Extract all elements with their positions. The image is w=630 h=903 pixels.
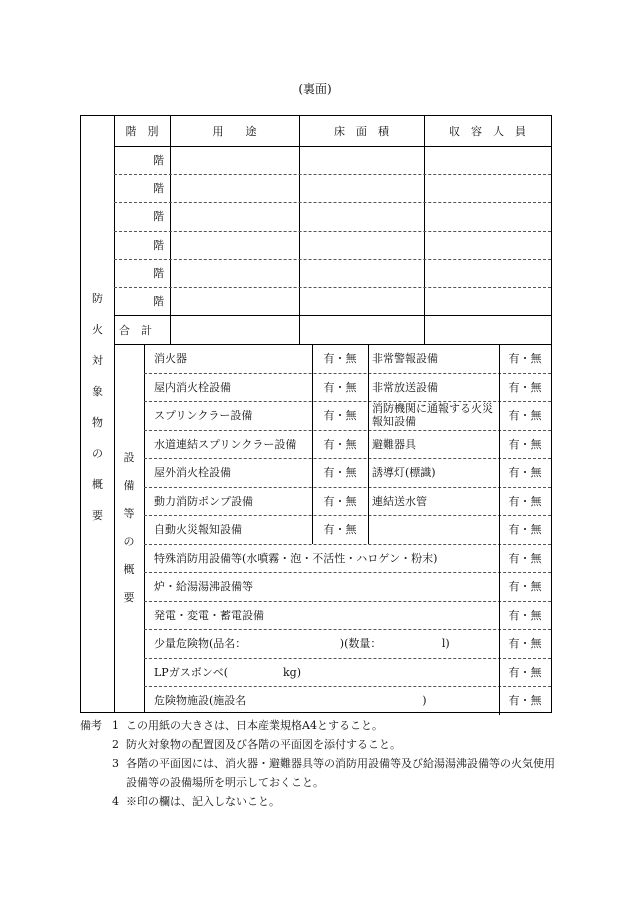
note-item [80, 735, 560, 754]
floor-area-field[interactable] [299, 231, 424, 259]
umu-select[interactable]: 有・無 [323, 466, 357, 480]
equip-label [114, 449, 144, 617]
vertical-char: 設 [123, 451, 135, 464]
note-item [80, 792, 560, 811]
floor-number-field[interactable] [114, 287, 153, 315]
umu-select[interactable]: 有・無 [508, 494, 542, 508]
vertical-char: 概 [123, 563, 135, 576]
vertical-char: の [123, 535, 135, 548]
equip-item-label: 消防機関に通報する火災報知設備 [372, 402, 493, 429]
umu-select[interactable]: 有・無 [508, 551, 542, 565]
page-title: (裏面) [298, 82, 332, 96]
vertical-char: 等 [123, 507, 135, 520]
usage-field[interactable] [170, 259, 299, 287]
floor-area-field[interactable] [299, 146, 424, 174]
note-number: 1 [112, 719, 119, 732]
header-floor: 階 別 [125, 125, 159, 138]
usage-field[interactable] [170, 231, 299, 259]
note-text: 防火対象物の配置図及び各階の平面図を添付すること。 [126, 738, 401, 751]
note-number: 4 [112, 795, 119, 808]
floor-number-field[interactable] [114, 259, 153, 287]
equip-mid-divider [368, 487, 369, 516]
usage-field[interactable] [170, 287, 299, 315]
floor-unit-label: 階 [153, 266, 164, 280]
note-text: この用紙の大きさは、日本産業規格A4とすること。 [126, 719, 383, 732]
side-label [81, 290, 114, 538]
header-usage: 用 途 [212, 125, 257, 138]
capacity-field[interactable] [424, 174, 551, 202]
notes [80, 716, 560, 811]
floor-number-field[interactable] [114, 202, 153, 230]
umu-select[interactable]: 有・無 [508, 608, 542, 622]
capacity-field[interactable] [424, 231, 551, 259]
floor-area-field[interactable] [299, 259, 424, 287]
vertical-char: 防 [92, 292, 103, 305]
umu-select[interactable]: 有・無 [508, 523, 542, 537]
equip-item-label: 非常警報設備 [372, 352, 438, 366]
equip-item-label: 特殊消防用設備等(水噴霧・泡・不活性・ハロゲン・粉末) [154, 551, 438, 565]
equip-item-label: 屋外消火栓設備 [154, 466, 231, 480]
vertical-char: 物 [92, 416, 103, 429]
note-number: 2 [112, 738, 119, 751]
equip-item-label: 自動火災報知設備 [154, 523, 242, 537]
equip-item-label [372, 515, 497, 544]
capacity-field[interactable] [424, 287, 551, 315]
header-capacity: 収 容 人 員 [449, 125, 526, 138]
floor-unit-label: 階 [153, 210, 164, 224]
equip-mid-divider [368, 373, 369, 402]
equip-item-label: 水道連結スプリンクラー設備 [154, 437, 297, 451]
equip-item-label: 避難器具 [372, 437, 416, 451]
floor-unit-label: 階 [153, 154, 164, 168]
floor-unit-label: 階 [153, 182, 164, 196]
equip-item-label: 非常放送設備 [372, 380, 438, 394]
umu-select[interactable]: 有・無 [323, 437, 357, 451]
floor-number-field[interactable] [114, 146, 153, 174]
vertical-char: の [92, 447, 103, 460]
equip-item-label: 誘導灯(標識) [372, 466, 436, 480]
equip-item-label: 連結送水管 [372, 494, 427, 508]
floor-unit-label: 階 [153, 295, 164, 309]
equip-item-label: 動力消防ポンプ設備 [154, 494, 253, 508]
umu-select[interactable]: 有・無 [323, 523, 357, 537]
umu-select[interactable]: 有・無 [508, 380, 542, 394]
note-text: ※印の欄は、記入しないこと。 [126, 795, 280, 808]
umu-select[interactable]: 有・無 [323, 352, 357, 366]
floor-area-field[interactable] [299, 174, 424, 202]
note-item [80, 716, 560, 735]
umu-select[interactable]: 有・無 [508, 409, 542, 423]
floor-number-field[interactable] [114, 231, 153, 259]
capacity-field[interactable] [424, 146, 551, 174]
vertical-char: 火 [92, 323, 103, 336]
floor-number-field[interactable] [114, 174, 153, 202]
equip-item-label: 危険物施設(施設名 ) [154, 694, 427, 708]
note-number: 3 [112, 757, 119, 770]
header-floor-area: 床 面 積 [334, 125, 389, 138]
equip-mid-divider [368, 401, 369, 430]
fire-object-summary-form [80, 115, 552, 713]
usage-field[interactable] [170, 174, 299, 202]
equip-item-label: 消火器 [154, 352, 187, 366]
note-heading [80, 735, 112, 754]
equip-item-label: 屋内消火栓設備 [154, 380, 231, 394]
equip-mid-divider [368, 458, 369, 487]
equip-mid-divider [368, 430, 369, 459]
umu-select[interactable]: 有・無 [508, 580, 542, 594]
note-item [80, 754, 560, 792]
umu-select[interactable]: 有・無 [508, 637, 542, 651]
umu-select[interactable]: 有・無 [508, 694, 542, 708]
umu-select[interactable]: 有・無 [508, 437, 542, 451]
vertical-char: 対 [92, 354, 103, 367]
floor-area-field[interactable] [299, 287, 424, 315]
equip-item-label: LPガスボンベ( kg) [154, 665, 301, 679]
floor-unit-label: 階 [153, 238, 164, 252]
vertical-char: 要 [92, 509, 103, 522]
vertical-char: 要 [123, 591, 135, 604]
equip-mid-divider [368, 515, 369, 544]
total-label: 合 計 [119, 323, 152, 337]
vertical-char: 備 [123, 479, 135, 492]
capacity-field[interactable] [424, 202, 551, 230]
usage-field[interactable] [170, 146, 299, 174]
umu-select[interactable]: 有・無 [508, 665, 542, 679]
umu-select[interactable]: 有・無 [508, 352, 542, 366]
equip-item-label: 発電・変電・蓄電設備 [154, 608, 264, 622]
vertical-char: 象 [92, 385, 103, 398]
note-heading [80, 792, 112, 811]
equip-mid-divider [368, 344, 369, 373]
floor-area-field[interactable] [299, 202, 424, 230]
usage-field[interactable] [170, 202, 299, 230]
umu-select[interactable]: 有・無 [323, 409, 357, 423]
capacity-field[interactable] [424, 259, 551, 287]
note-heading [80, 754, 112, 792]
umu-select[interactable]: 有・無 [323, 380, 357, 394]
umu-select[interactable]: 有・無 [323, 494, 357, 508]
umu-select[interactable]: 有・無 [508, 466, 542, 480]
equip-item-label: 少量危険物(品名： )(数量： l) [154, 637, 450, 651]
vertical-char: 概 [92, 478, 103, 491]
note-text: 各階の平面図には、消火器・避難器具等の消防用設備等及び給湯湯沸設備等の火気使用設備等の設備場所を明示しておくこと。 [126, 757, 555, 789]
equip-item-label: スプリンクラー設備 [154, 409, 253, 423]
note-heading: 備考 [80, 719, 102, 732]
equip-item-label: 炉・給湯湯沸設備等 [154, 580, 253, 594]
